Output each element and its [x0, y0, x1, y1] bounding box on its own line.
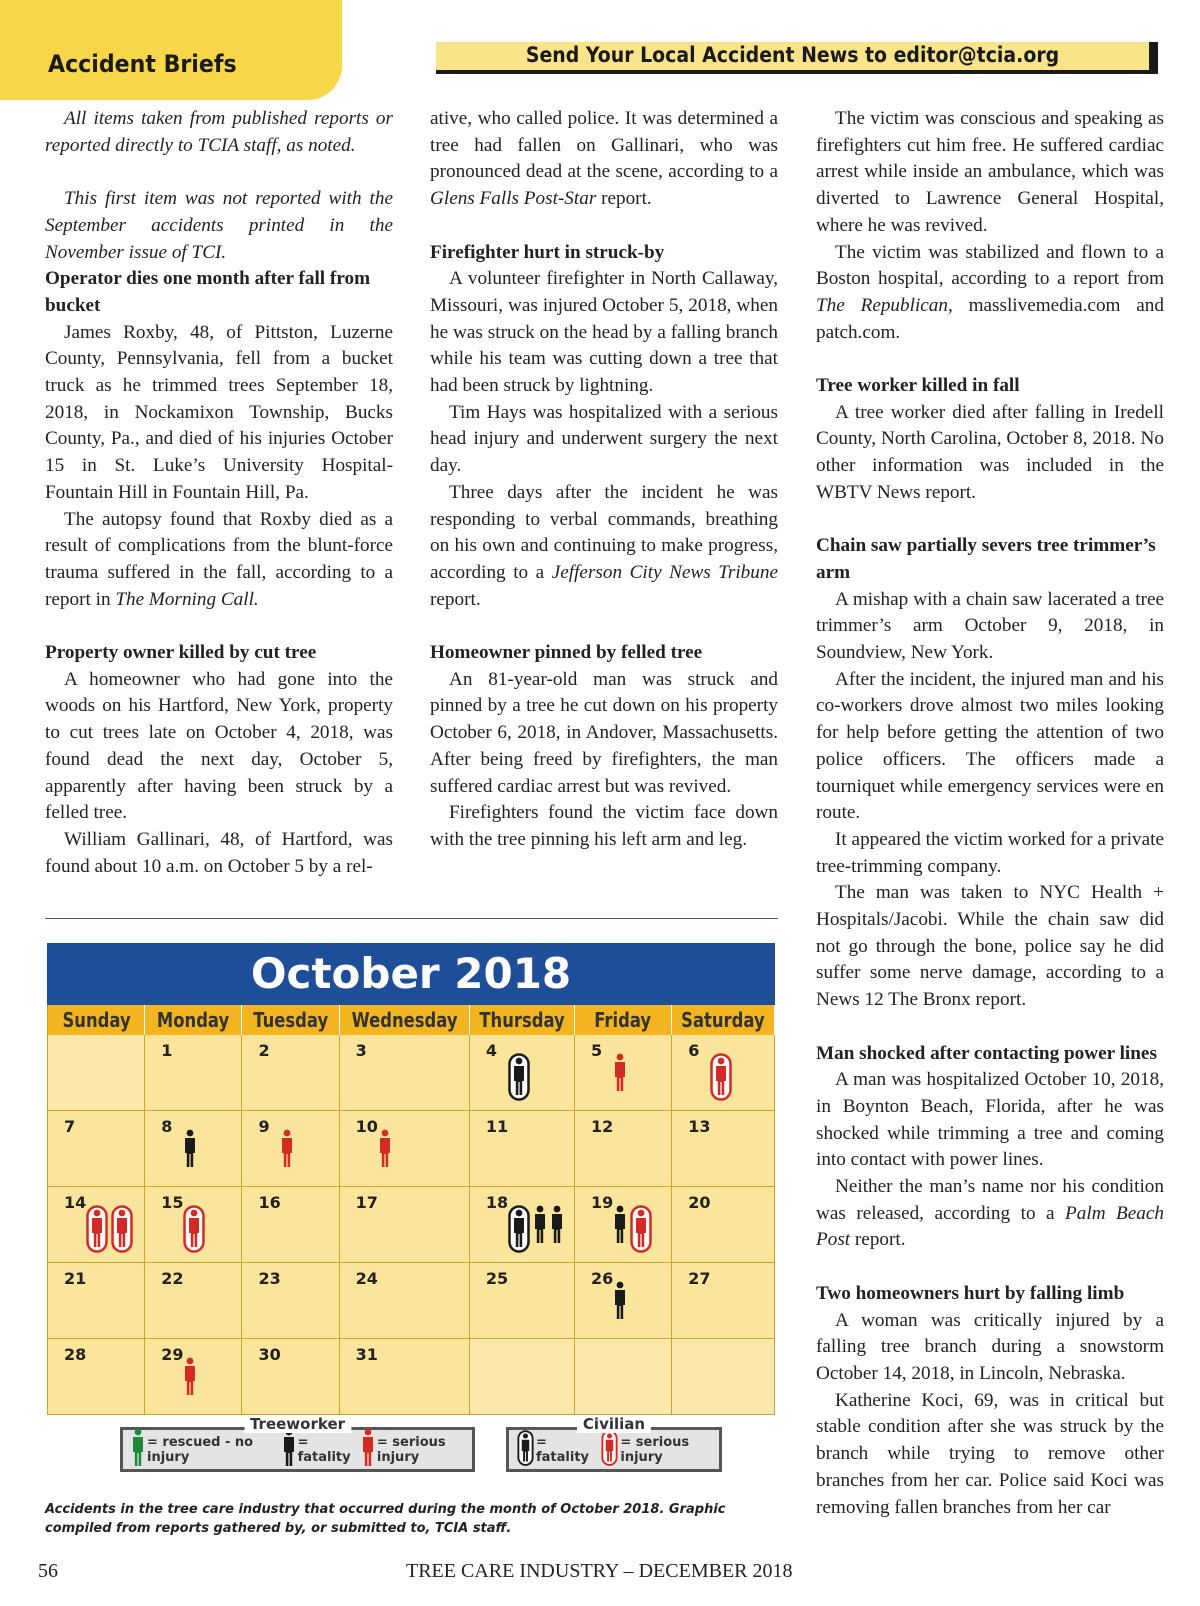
day-number: 24: [355, 1269, 378, 1288]
civilian-serious-injury-icon: [86, 1205, 108, 1258]
civilian-fatality-icon: [508, 1053, 530, 1106]
accident-figures: [86, 1205, 133, 1258]
treeworker-fatality-icon: [550, 1205, 564, 1250]
day-cell: [470, 1263, 575, 1339]
civilian-serious-injury-icon: [601, 1430, 620, 1470]
article-paragraph: A homeowner who had gone into the woods on his Hartford, New York, property to cut trees late on October 4, 2018, was found dead the next day, October 5, apparently after having been struck by a felled tree.: [45, 668, 393, 824]
article-paragraph: A mishap with a chain saw lacerated a tree trimmer’s arm October 9, 2018, in Soundview, New York.: [816, 588, 1164, 664]
calendar-grid: [47, 1005, 775, 1415]
column-2: [430, 106, 778, 854]
civilian-fatality-icon: [508, 1205, 530, 1258]
legend-item: [601, 1430, 719, 1470]
accident-figures: [183, 1129, 197, 1174]
article-heading: Man shocked after contacting power lines: [816, 1042, 1157, 1064]
text-run: masslivemedia.com and patch.com.: [816, 294, 1164, 343]
civilian-legend: [506, 1415, 722, 1472]
day-number: 13: [688, 1117, 711, 1136]
day-number: 19: [590, 1193, 614, 1212]
day-number: 2: [258, 1041, 270, 1060]
day-cell: [145, 1035, 242, 1111]
treeworker-rescued-icon: [131, 1428, 147, 1472]
day-number: 14: [64, 1193, 87, 1212]
article-paragraph: After the incident, the injured man and his co-workers drove almost two miles looking for help before getting the attention of two police officers. The officers made a tourniquet while emergency services were en route.: [816, 668, 1164, 824]
day-number: 22: [161, 1269, 184, 1288]
accident-figures: [613, 1281, 627, 1326]
treeworker-serious-injury-icon: [183, 1357, 197, 1402]
day-number: 25: [485, 1269, 509, 1288]
article-paragraph: The man was taken to NYC Health + Hospitals/Jacobi. While the chain saw did not go through the bone, police say he did suffer some nerve damage, according to a News 12 The Bronx report.: [816, 882, 1164, 1011]
day-number: 9: [258, 1117, 270, 1136]
day-number: 27: [688, 1269, 711, 1288]
day-cell: [145, 1111, 242, 1187]
day-cell: [145, 1187, 242, 1263]
article-heading: Operator dies one month after fall from bucket: [45, 268, 371, 316]
day-cell: [145, 1339, 242, 1415]
civilian-fatality-icon: [517, 1430, 536, 1470]
empty-day-cell: [575, 1339, 672, 1415]
day-header: Tuesday: [242, 1005, 339, 1035]
legend-title: Civilian: [577, 1415, 651, 1433]
treeworker-fatality-icon: [613, 1205, 627, 1250]
day-cell: [48, 1339, 145, 1415]
day-number: 7: [64, 1117, 76, 1136]
source-name: Glens Falls Post-Star: [430, 188, 597, 210]
day-cell: [672, 1187, 775, 1263]
civilian-serious-injury-icon: [183, 1205, 205, 1258]
text-run: The victim was stabilized and flown to a Boston hospital, according to a report from: [816, 241, 1164, 290]
text-run: ative, who called police. It was determined a tree had fallen on Gallinari, who was pronounced dead at the scene, according to a: [430, 108, 778, 183]
text-run: report.: [430, 588, 481, 610]
day-header: Saturday: [672, 1005, 775, 1035]
day-number: 28: [64, 1345, 87, 1364]
page-number: 56: [38, 1560, 58, 1582]
article-paragraph: Katherine Koci, 69, was in critical but stable condition after she was struck by the branch while trying to remove other branches from her car. Police said Koci was removing fallen branches from her car: [816, 1389, 1164, 1518]
day-cell: [672, 1263, 775, 1339]
accident-figures: [613, 1053, 627, 1098]
day-header: Sunday: [48, 1005, 145, 1035]
day-number: 8: [161, 1117, 173, 1136]
civilian-serious-injury-icon: [111, 1205, 133, 1258]
treeworker-serious-injury-icon: [613, 1053, 627, 1098]
accident-figures: [378, 1129, 392, 1174]
article-heading: Homeowner pinned by felled tree: [430, 642, 703, 664]
accident-figures: [183, 1357, 197, 1402]
day-number: 31: [355, 1345, 378, 1364]
treeworker-serious-injury-icon: [280, 1129, 294, 1174]
editor-note: This first item was not reported with the September accidents printed in the November issue of TCI.: [45, 188, 393, 263]
treeworker-fatality-icon: [282, 1428, 298, 1472]
article-paragraph: Tim Hays was hospitalized with a serious head injury and underwent surgery the next day.: [430, 401, 778, 477]
day-cell: [340, 1339, 470, 1415]
civilian-serious-injury-icon: [710, 1053, 732, 1106]
figure-caption: Accidents in the tree care industry that occurred during the month of October 2018. Graphic compiled from reports gathered by, or submitted to, TCIA staff.: [45, 1502, 726, 1536]
day-cell: [672, 1111, 775, 1187]
treeworker-serious-injury-icon: [361, 1428, 377, 1472]
text-run: report.: [596, 188, 652, 210]
accident-calendar: [47, 943, 775, 1415]
day-number: 3: [355, 1041, 367, 1060]
article-heading: Firefighter hurt in struck-by: [430, 241, 665, 263]
column-1: [45, 106, 393, 880]
text-run: The autopsy found that Roxby died as a result of complications from the blunt-force trauma suffered in the fall, according to a report in: [45, 508, 393, 610]
text-run: report.: [850, 1229, 906, 1251]
publication-footer: TREE CARE INDUSTRY – DECEMBER 2018: [406, 1560, 793, 1582]
day-number: 23: [258, 1269, 281, 1288]
day-header: Wednesday: [340, 1005, 470, 1035]
day-number: 12: [590, 1117, 614, 1136]
empty-day-cell: [672, 1339, 775, 1415]
day-cell: [242, 1263, 339, 1339]
day-cell: [48, 1111, 145, 1187]
article-paragraph: [45, 507, 393, 614]
accident-figures: [508, 1205, 564, 1258]
article-heading: Two homeowners hurt by falling limb: [816, 1282, 1125, 1304]
news-banner: [436, 42, 1158, 74]
source-name: Palm Beach Post: [816, 1202, 1164, 1251]
day-header: Friday: [575, 1005, 672, 1035]
source-name: Jefferson City News Tribune: [551, 561, 778, 583]
day-cell: [48, 1187, 145, 1263]
legend-item: [131, 1428, 274, 1472]
day-number: 1: [161, 1041, 173, 1060]
column-3: [816, 106, 1164, 1521]
legend-label: = serious injury: [620, 1434, 690, 1465]
article-paragraph: William Gallinari, 48, of Hartford, was found about 10 a.m. on October 5 by a rel-: [45, 828, 393, 877]
day-cell: [575, 1035, 672, 1111]
article-paragraph: Firefighters found the victim face down with the tree pinning his left arm and leg.: [430, 802, 778, 850]
article-heading: Tree worker killed in fall: [816, 375, 1020, 397]
article-paragraph: A tree worker died after falling in Iredell County, North Carolina, October 8, 2018. No other information was included in the WBTV News report.: [816, 401, 1164, 503]
article-paragraph: [430, 106, 778, 213]
article-paragraph: It appeared the victim worked for a private tree-trimming company.: [816, 828, 1164, 877]
day-cell: [242, 1339, 339, 1415]
divider-rule: [45, 918, 778, 919]
day-header: Monday: [145, 1005, 242, 1035]
day-cell: [242, 1111, 339, 1187]
day-cell: [48, 1263, 145, 1339]
empty-day-cell: [470, 1339, 575, 1415]
legend-title: Treeworker: [244, 1415, 351, 1433]
day-number: 15: [161, 1193, 184, 1212]
article-paragraph: [816, 1174, 1164, 1254]
day-number: 4: [485, 1041, 497, 1060]
day-cell: [470, 1187, 575, 1263]
text-run: Three days after the incident he was responding to verbal commands, breathing on his own and continuing to make progress, according to a: [430, 481, 778, 583]
legend-item: [517, 1430, 593, 1470]
article-paragraph: James Roxby, 48, of Pittston, Luzerne County, Pennsylvania, fell from a bucket truck as he trimmed trees September 18, 2018, in Nockamixon Township, Bucks County, Pa., and died of his injuries October 15 in St. Luke’s University Hospital-Fountain Hill in Fountain Hill, Pa.: [45, 321, 393, 503]
civilian-serious-injury-icon: [630, 1205, 652, 1258]
legend-item: [361, 1428, 472, 1472]
treeworker-fatality-icon: [613, 1281, 627, 1326]
calendar-title: October 2018: [47, 943, 775, 1005]
day-number: 18: [485, 1193, 509, 1212]
intro-note: All items taken from published reports or reported directly to TCIA staff, as noted.: [45, 108, 393, 156]
article-heading: Property owner killed by cut tree: [45, 642, 317, 664]
day-cell: [242, 1187, 339, 1263]
article-paragraph: An 81-year-old man was struck and pinned by a tree he cut down on his property October 6, 2018, in Andover, Massachusetts. After being freed by firefighters, the man suffered cardiac arrest but was revived.: [430, 668, 778, 797]
article-paragraph: A volunteer firefighter in North Callaway, Missouri, was injured October 5, 2018, when he was struck on the head by a falling branch while his team was cutting down a tree that had been struck by lightning.: [430, 268, 778, 397]
day-number: 21: [64, 1269, 87, 1288]
day-cell: [145, 1263, 242, 1339]
day-number: 30: [258, 1345, 281, 1364]
day-cell: [242, 1035, 339, 1111]
legend-label: = fatality: [297, 1434, 351, 1465]
empty-day-cell: [48, 1035, 145, 1111]
legend-label: = serious injury: [376, 1434, 446, 1465]
treeworker-serious-injury-icon: [378, 1129, 392, 1174]
article-paragraph: The victim was conscious and speaking as firefighters cut him free. He suffered cardiac arrest while inside an ambulance, which was diverted to Lawrence General Hospital, where he was revived.: [816, 108, 1164, 236]
day-header: Thursday: [470, 1005, 575, 1035]
day-cell: [575, 1111, 672, 1187]
section-title: Accident Briefs: [48, 50, 237, 78]
treeworker-legend: [120, 1415, 475, 1472]
article-paragraph: [816, 240, 1164, 347]
day-number: 6: [688, 1041, 700, 1060]
accident-figures: [613, 1205, 652, 1258]
legend-label: = fatality: [536, 1434, 590, 1465]
day-number: 10: [355, 1117, 378, 1136]
day-cell: [470, 1035, 575, 1111]
legend-item: [282, 1428, 353, 1472]
day-cell: [340, 1187, 470, 1263]
day-cell: [672, 1035, 775, 1111]
accident-figures: [183, 1205, 205, 1258]
article-heading: Chain saw partially severs tree trimmer’s arm: [816, 535, 1156, 583]
day-cell: [340, 1111, 470, 1187]
day-cell: [340, 1263, 470, 1339]
day-cell: [340, 1035, 470, 1111]
day-number: 17: [355, 1193, 378, 1212]
source-name: The Republican,: [816, 294, 953, 316]
accident-figures: [280, 1129, 294, 1174]
day-number: 20: [688, 1193, 711, 1212]
article-paragraph: A woman was critically injured by a falling tree branch during a snowstorm October 14, 2018, in Lincoln, Nebraska.: [816, 1309, 1164, 1384]
article-paragraph: [430, 480, 778, 614]
accident-figures: [508, 1053, 530, 1106]
day-cell: [575, 1263, 672, 1339]
treeworker-fatality-icon: [533, 1205, 547, 1250]
accident-figures: [710, 1053, 732, 1106]
legend-label: = rescued - no injury: [147, 1434, 254, 1465]
day-cell: [470, 1111, 575, 1187]
day-number: 29: [161, 1345, 184, 1364]
day-cell: [575, 1187, 672, 1263]
section-tab: [0, 0, 342, 100]
text-run: Neither the man’s name nor his condition was released, according to a: [816, 1176, 1164, 1224]
article-paragraph: A man was hospitalized October 10, 2018, in Boynton Beach, Florida, after he was shocked while trimming a tree and coming into contact with power lines.: [816, 1069, 1164, 1171]
day-number: 26: [590, 1269, 614, 1288]
day-number: 16: [258, 1193, 281, 1212]
source-name: The Morning Call.: [115, 588, 259, 610]
day-number: 11: [485, 1117, 509, 1136]
day-number: 5: [590, 1041, 603, 1060]
treeworker-fatality-icon: [183, 1129, 197, 1174]
banner-text: Send Your Local Accident News to editor@tcia.org: [525, 43, 1060, 67]
